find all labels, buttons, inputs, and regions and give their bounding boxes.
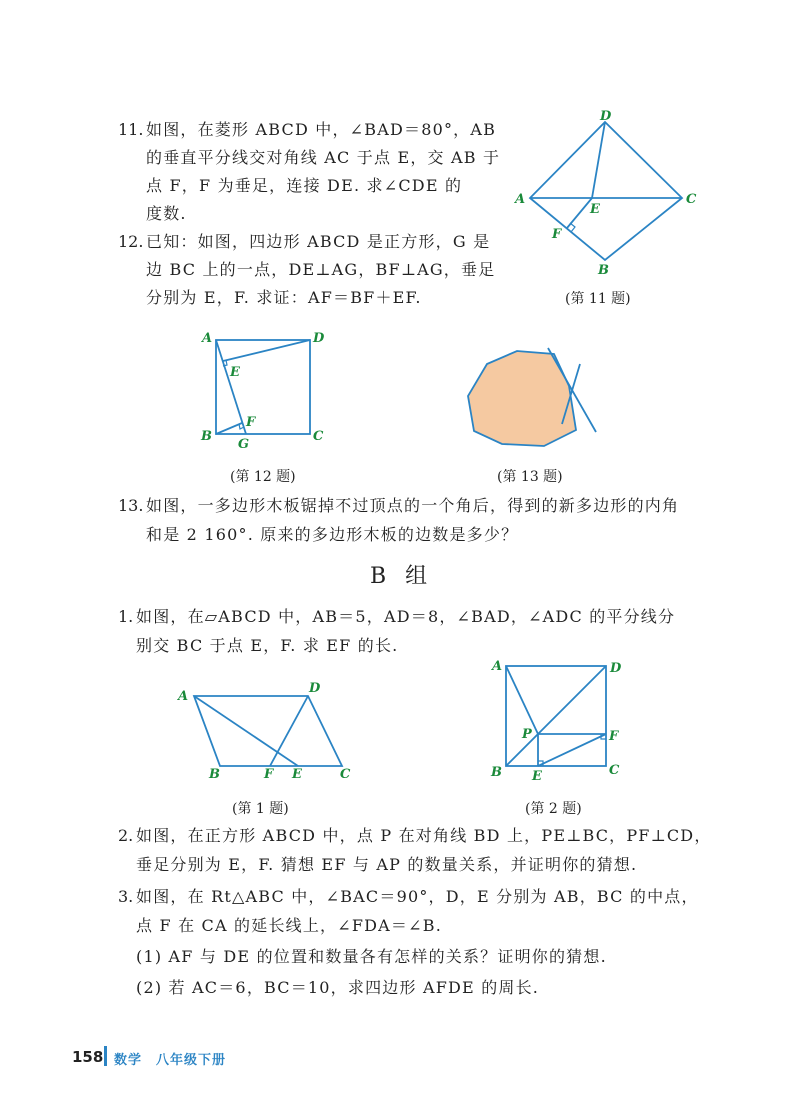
- footer-divider: [104, 1046, 107, 1066]
- fig11-label-b: B: [598, 263, 609, 278]
- fig11-label-c: C: [686, 192, 697, 207]
- fig11-label-d: D: [600, 109, 612, 124]
- figb1-label-f: F: [264, 767, 274, 782]
- figb2-label-e: E: [532, 769, 542, 784]
- fig12-label-e: E: [230, 365, 240, 380]
- b-problem-3-sub-1: (1) AF 与 DE 的位置和数量各有怎样的关系？证明你的猜想.: [136, 947, 607, 966]
- b-problem-1-number: 1.: [118, 607, 134, 626]
- problem-12-line-1: 已知：如图，四边形 ABCD 是正方形，G 是: [146, 232, 491, 251]
- figb2-label-d: D: [610, 661, 622, 676]
- b-problem-3-sub-2: (2) 若 AC＝6，BC＝10，求四边形 AFDE 的周长.: [136, 978, 540, 997]
- fig12-segment-bf: [216, 423, 242, 434]
- problem-11-line-1: 如图，在菱形 ABCD 中，∠BAD＝80°，AB: [146, 120, 497, 139]
- b-problem-2-line-2: 垂足分别为 E，F. 猜想 EF 与 AP 的数量关系，并证明你的猜想.: [136, 855, 638, 874]
- b-problem-1-line-2: 别交 BC 于点 E，F. 求 EF 的长.: [136, 636, 399, 655]
- figb1-label-a: A: [178, 689, 189, 704]
- page-number: 158: [72, 1048, 104, 1066]
- figure-11-caption: (第 11 题): [565, 291, 631, 307]
- b-problem-3-number: 3.: [118, 887, 134, 906]
- figure-13: [462, 346, 602, 450]
- figb2-label-b: B: [491, 765, 502, 780]
- fig12-label-c: C: [313, 429, 324, 444]
- problem-11-line-4: 度数.: [146, 204, 187, 223]
- problem-13-line-2: 和是 2 160°. 原来的多边形木板的边数是多少？: [146, 525, 519, 544]
- fig11-label-f: F: [552, 227, 562, 242]
- figb2-label-c: C: [609, 763, 620, 778]
- b-problem-3-line-1: 如图，在 Rt△ABC 中，∠BAC＝90°，D，E 分别为 AB，BC 的中点，: [136, 887, 699, 906]
- fig12-segment-de: [223, 340, 310, 361]
- fig12-label-f: F: [246, 415, 256, 430]
- fig12-label-g: G: [238, 437, 250, 452]
- figure-12-caption: (第 12 题): [230, 469, 296, 485]
- b-problem-3-line-2: 点 F 在 CA 的延长线上，∠FDA＝∠B.: [136, 916, 442, 935]
- section-b-heading: B 组: [370, 564, 434, 589]
- figure-11: [510, 110, 700, 280]
- problem-13-line-1: 如图，一多边形木板锯掉不过顶点的一个角后，得到的新多边形的内角: [146, 496, 680, 515]
- problem-11-number: 11.: [118, 120, 144, 139]
- problem-11-line-3: 点 F，F 为垂足，连接 DE. 求∠CDE 的: [146, 176, 463, 195]
- figure-b2: [488, 658, 628, 786]
- figure-b2-caption: (第 2 题): [525, 801, 582, 817]
- fig12-segment-ag: [216, 340, 246, 434]
- problem-12-line-2: 边 BC 上的一点，DE⊥AG，BF⊥AG，垂足: [146, 260, 496, 279]
- fig11-label-a: A: [515, 192, 526, 207]
- figb1-label-e: E: [292, 767, 302, 782]
- figb2-segment-ef: [538, 734, 606, 766]
- figb2-diagonal-bd: [506, 666, 606, 766]
- figb1-label-c: C: [340, 767, 351, 782]
- b-problem-2-line-1: 如图，在正方形 ABCD 中，点 P 在对角线 BD 上，PE⊥BC，PF⊥CD，: [136, 826, 712, 845]
- problem-11-line-2: 的垂直平分线交对角线 AC 于点 E，交 AB 于: [146, 148, 501, 167]
- fig12-label-b: B: [201, 429, 212, 444]
- figb2-label-a: A: [492, 659, 503, 674]
- figb1-bisector-ae: [194, 696, 298, 766]
- figure-12: [196, 326, 336, 456]
- figb1-label-b: B: [209, 767, 220, 782]
- figb1-bisector-df: [270, 696, 308, 766]
- fig13-polygon: [468, 351, 576, 446]
- problem-13-number: 13.: [118, 496, 144, 515]
- fig12-label-d: D: [313, 331, 325, 346]
- problem-12-number: 12.: [118, 232, 144, 251]
- figb2-segment-ap: [506, 666, 538, 734]
- figb1-parallelogram: [194, 696, 342, 766]
- figb2-label-f: F: [609, 729, 619, 744]
- figure-13-caption: (第 13 题): [497, 469, 563, 485]
- b-problem-1-line-1: 如图，在▱ABCD 中，AB＝5，AD＝8，∠BAD，∠ADC 的平分线分: [136, 607, 676, 626]
- fig12-label-a: A: [202, 331, 213, 346]
- problem-12-line-3: 分别为 E，F. 求证：AF＝BF＋EF.: [146, 288, 422, 307]
- figb2-label-p: P: [522, 727, 532, 742]
- fig11-label-e: E: [590, 202, 600, 217]
- figb1-label-d: D: [309, 681, 321, 696]
- b-problem-2-number: 2.: [118, 826, 134, 845]
- figure-b1-caption: (第 1 题): [232, 801, 289, 817]
- book-title: 数学 八年级下册: [114, 1053, 227, 1068]
- figure-b1: [176, 678, 356, 782]
